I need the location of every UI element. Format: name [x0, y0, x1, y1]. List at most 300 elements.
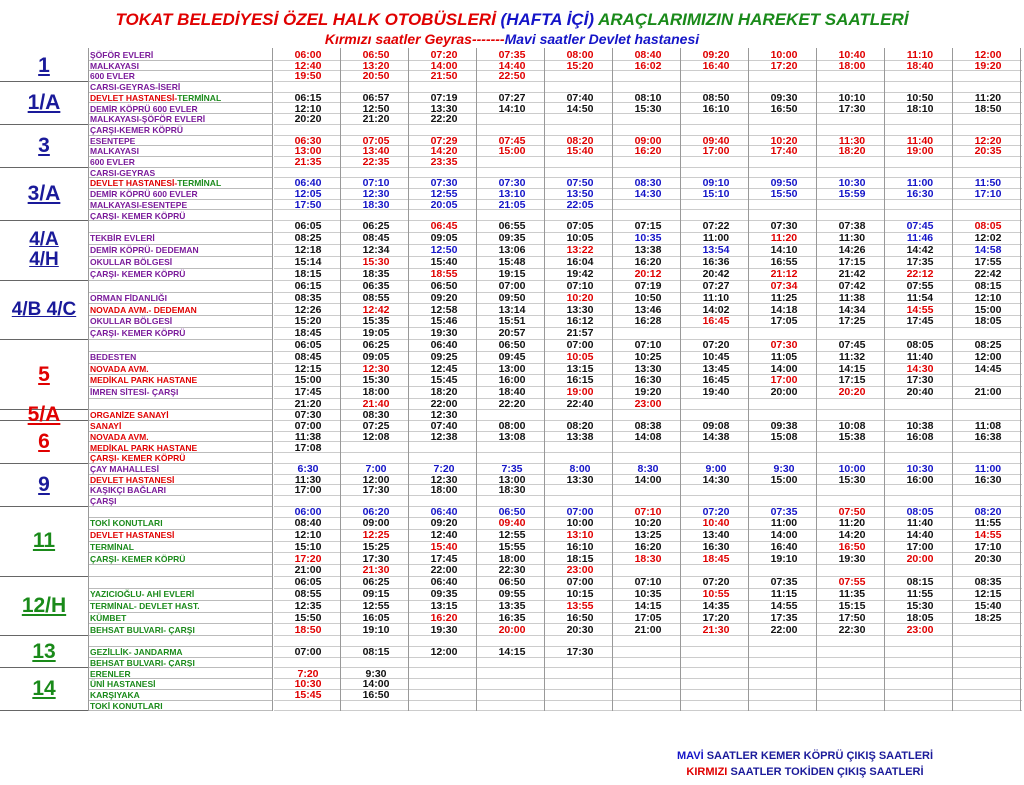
time-cell: 21:00: [614, 625, 682, 637]
time-cell: 11:40: [886, 352, 954, 364]
time-cell: 07:00: [274, 421, 342, 432]
stop-part: TERMİNAL: [177, 178, 222, 189]
time-cell: 16:00: [886, 475, 954, 486]
time-cell: 07:30: [274, 410, 342, 421]
time-cell: 10:05: [546, 233, 614, 245]
time-cell: 08:25: [954, 340, 1022, 352]
time-cell: 09:40: [478, 518, 546, 530]
route-label: 1: [0, 50, 88, 82]
stop-name: MALKAYASI-ESENTEPE: [88, 200, 272, 211]
time-cell: 14:55: [886, 305, 954, 317]
time-cell: 15:30: [886, 601, 954, 613]
time-cell: 14:42: [886, 245, 954, 257]
time-cell: 12:30: [410, 410, 478, 421]
time-cell: 14:00: [750, 364, 818, 376]
grid-line: [952, 48, 953, 711]
time-cell: 06:25: [342, 340, 410, 352]
time-cell: 13:20: [342, 61, 410, 72]
time-cell: 19:10: [342, 625, 410, 637]
time-cell: 09:45: [478, 352, 546, 364]
time-cell: 6:30: [274, 464, 342, 475]
time-cell: 13:38: [614, 245, 682, 257]
time-cell: [954, 690, 1022, 701]
time-cell: 08:20: [954, 507, 1022, 519]
time-cell: 11:54: [886, 293, 954, 305]
time-cell: 15:48: [478, 257, 546, 269]
time-cell: 15:40: [546, 146, 614, 157]
time-cell: 20:42: [682, 269, 750, 281]
time-cell: 09:50: [750, 178, 818, 189]
time-cell: [478, 157, 546, 168]
time-cell: 17:45: [886, 316, 954, 328]
time-cell: 18:50: [274, 625, 342, 637]
time-cell: 09:00: [342, 518, 410, 530]
route-label-part: 4/H: [29, 249, 59, 271]
time-cell: [954, 669, 1022, 680]
time-cell: 11:55: [886, 589, 954, 601]
time-cell: 11:00: [750, 518, 818, 530]
time-cell: 17:45: [410, 554, 478, 566]
time-cell: 18:25: [954, 613, 1022, 625]
time-cell: 18:30: [478, 485, 546, 496]
time-cell: 10:45: [682, 352, 750, 364]
time-cell: 8:30: [614, 464, 682, 475]
time-cell: 18:45: [274, 328, 342, 340]
time-cell: 14:55: [750, 601, 818, 613]
time-cell: [410, 443, 478, 454]
time-cell: 17:50: [274, 200, 342, 211]
time-cell: 12:50: [410, 245, 478, 257]
time-cell: 17:10: [954, 542, 1022, 554]
time-cell: 10:25: [614, 352, 682, 364]
time-cell: [750, 647, 818, 658]
time-cell: [954, 701, 1022, 712]
time-cell: 12:35: [274, 601, 342, 613]
stop-name: KAŞIKÇI BAĞLARI: [88, 485, 272, 496]
time-cell: [954, 125, 1022, 136]
time-cell: 07:30: [750, 221, 818, 233]
time-cell: 17:25: [818, 316, 886, 328]
stop-name: [88, 281, 272, 293]
time-cell: 07:27: [682, 281, 750, 293]
time-cell: 08:15: [954, 281, 1022, 293]
time-cell: 16:30: [954, 475, 1022, 486]
time-cell: [410, 658, 478, 669]
time-cell: [818, 71, 886, 82]
time-cell: 16:30: [614, 375, 682, 387]
time-cell: 10:50: [886, 93, 954, 104]
time-cell: [546, 71, 614, 82]
time-cell: 22:00: [410, 399, 478, 411]
time-cell: [954, 157, 1022, 168]
time-cell: [818, 636, 886, 647]
time-cell: [750, 443, 818, 454]
stop-part: DEVLET HASTANESİ-: [90, 92, 178, 103]
time-cell: 11:20: [954, 93, 1022, 104]
time-cell: 16:50: [750, 104, 818, 115]
time-cell: 12:08: [342, 432, 410, 443]
time-cell: 06:05: [274, 340, 342, 352]
time-cell: 17:30: [546, 647, 614, 658]
time-cell: [546, 485, 614, 496]
time-cell: 07:15: [614, 221, 682, 233]
time-cell: [886, 647, 954, 658]
time-cell: 09:10: [682, 178, 750, 189]
time-cell: [614, 71, 682, 82]
time-cell: 13:15: [410, 601, 478, 613]
route-label: 5: [0, 340, 88, 410]
time-cell: 17:20: [750, 61, 818, 72]
time-cell: 06:00: [274, 50, 342, 61]
stop-name: TERMİNAL: [88, 542, 272, 554]
time-cell: [750, 125, 818, 136]
time-cell: 11:30: [274, 475, 342, 486]
time-cell: [478, 690, 546, 701]
time-cell: 17:30: [342, 554, 410, 566]
time-cell: 17:00: [274, 485, 342, 496]
time-cell: 07:50: [818, 507, 886, 519]
time-cell: [750, 690, 818, 701]
time-cell: 07:30: [410, 178, 478, 189]
time-cell: 07:22: [682, 221, 750, 233]
time-cell: [410, 125, 478, 136]
time-cell: [750, 679, 818, 690]
time-cell: 14:38: [682, 432, 750, 443]
time-cell: 17:05: [614, 613, 682, 625]
stop-name: KARŞIYAKA: [88, 690, 272, 701]
time-cell: [682, 125, 750, 136]
time-cell: 17:20: [274, 554, 342, 566]
time-cell: [410, 669, 478, 680]
time-cell: 06:40: [410, 507, 478, 519]
time-cell: 15:10: [274, 542, 342, 554]
time-cell: 20:30: [954, 554, 1022, 566]
time-cell: 07:20: [682, 340, 750, 352]
time-cell: [546, 443, 614, 454]
time-cell: 14:00: [410, 61, 478, 72]
time-cell: [818, 443, 886, 454]
time-cell: [818, 647, 886, 658]
time-cell: [478, 658, 546, 669]
time-cell: 15:30: [342, 375, 410, 387]
time-cell: 10:00: [546, 518, 614, 530]
time-cell: 07:42: [818, 281, 886, 293]
time-cell: 15:00: [274, 375, 342, 387]
time-cell: [546, 669, 614, 680]
time-cell: 10:30: [886, 464, 954, 475]
stop-name: [88, 636, 272, 647]
time-cell: 12:30: [342, 364, 410, 376]
time-cell: 11:46: [886, 233, 954, 245]
route-label: 6: [0, 421, 88, 464]
stop-name: NOVADA AVM.: [88, 432, 272, 443]
time-cell: [682, 114, 750, 125]
stop-name: KÜMBET: [88, 613, 272, 625]
time-cell: 17:00: [682, 146, 750, 157]
time-cell: 15:59: [818, 189, 886, 200]
stop-name: [88, 93, 272, 104]
stop-name: DEMİR KÖPRÜ 600 EVLER: [88, 189, 272, 200]
legend-blue-text: SAATLER KEMER KÖPRÜ ÇIKIŞ SAATLERİ: [706, 750, 934, 762]
time-cell: 16:30: [886, 189, 954, 200]
time-cell: 08:05: [954, 221, 1022, 233]
time-cell: 15:14: [274, 257, 342, 269]
time-cell: 14:00: [342, 679, 410, 690]
route-label-part: 4/A: [29, 229, 59, 251]
time-cell: 17:00: [886, 542, 954, 554]
grid-line: [748, 48, 749, 711]
time-cell: 12:55: [342, 601, 410, 613]
time-cell: 18:00: [478, 554, 546, 566]
time-cell: 18:40: [478, 387, 546, 399]
time-cell: [954, 658, 1022, 669]
time-cell: 18:45: [682, 554, 750, 566]
time-cell: 13:15: [546, 364, 614, 376]
time-cell: 16:20: [614, 542, 682, 554]
time-cell: [682, 399, 750, 411]
time-cell: [818, 701, 886, 712]
time-cell: 21:57: [546, 328, 614, 340]
time-cell: [886, 669, 954, 680]
time-cell: 11:10: [886, 50, 954, 61]
time-cell: 12:15: [274, 364, 342, 376]
time-cell: 14:20: [818, 530, 886, 542]
time-cell: 08:35: [274, 293, 342, 305]
time-cell: 11:00: [886, 178, 954, 189]
time-cell: 7:00: [342, 464, 410, 475]
time-cell: 21:35: [274, 157, 342, 168]
time-cell: 09:08: [682, 421, 750, 432]
time-cell: 13:35: [478, 601, 546, 613]
time-cell: 15:38: [818, 432, 886, 443]
time-cell: 22:30: [478, 565, 546, 577]
time-cell: [886, 658, 954, 669]
time-cell: [886, 690, 954, 701]
time-cell: [886, 701, 954, 712]
time-cell: 15:15: [818, 601, 886, 613]
time-cell: 12:10: [274, 530, 342, 542]
time-cell: [818, 679, 886, 690]
time-cell: 16:55: [750, 257, 818, 269]
time-cell: 21:12: [750, 269, 818, 281]
time-cell: 22:30: [818, 625, 886, 637]
time-cell: 06:50: [410, 281, 478, 293]
time-cell: 21:05: [478, 200, 546, 211]
time-cell: 14:45: [954, 364, 1022, 376]
time-cell: [614, 485, 682, 496]
time-cell: 07:55: [886, 281, 954, 293]
time-cell: 12:00: [954, 50, 1022, 61]
time-cell: 08:15: [886, 577, 954, 589]
time-cell: 16:02: [614, 61, 682, 72]
time-cell: 16:28: [614, 316, 682, 328]
time-cell: [274, 701, 342, 712]
time-cell: [886, 636, 954, 647]
time-cell: 19:30: [410, 625, 478, 637]
time-cell: [818, 658, 886, 669]
route-label: 5/A: [0, 410, 88, 421]
time-cell: 20:50: [342, 71, 410, 82]
grid-line: [884, 48, 885, 711]
time-cell: [682, 679, 750, 690]
grid-line: [816, 48, 817, 711]
time-cell: [750, 636, 818, 647]
time-cell: 07:05: [546, 221, 614, 233]
time-cell: 08:00: [478, 421, 546, 432]
grid-line: [612, 48, 613, 711]
time-cell: 13:10: [546, 530, 614, 542]
time-cell: [954, 71, 1022, 82]
time-cell: 07:40: [410, 421, 478, 432]
time-cell: 18:40: [886, 61, 954, 72]
time-cell: [954, 647, 1022, 658]
time-cell: [750, 399, 818, 411]
time-cell: 12:02: [954, 233, 1022, 245]
time-cell: 10:35: [614, 233, 682, 245]
time-cell: 13:50: [546, 189, 614, 200]
time-cell: 06:05: [274, 577, 342, 589]
stop-name: OKULLAR BÖLGESİ: [88, 316, 272, 328]
time-cell: [546, 701, 614, 712]
time-cell: 06:25: [342, 577, 410, 589]
time-cell: [614, 679, 682, 690]
time-cell: 07:05: [342, 136, 410, 147]
time-cell: 14:30: [886, 364, 954, 376]
time-cell: 09:50: [478, 293, 546, 305]
time-cell: 21:00: [954, 387, 1022, 399]
time-cell: 09:00: [614, 136, 682, 147]
time-cell: 16:45: [682, 316, 750, 328]
time-cell: 18:05: [886, 613, 954, 625]
time-cell: [410, 701, 478, 712]
time-cell: [682, 485, 750, 496]
time-cell: 11:00: [682, 233, 750, 245]
route-label: 11: [0, 507, 88, 577]
grid-line: [408, 48, 409, 711]
time-cell: 08:40: [274, 518, 342, 530]
stop-name: TEKBİR EVLERİ: [88, 233, 272, 245]
time-cell: [682, 636, 750, 647]
time-cell: 11:55: [954, 518, 1022, 530]
time-cell: 15:00: [478, 146, 546, 157]
time-cell: [954, 114, 1022, 125]
subtitle-red: Kırmızı saatler Geyras: [324, 31, 472, 47]
time-cell: 15:00: [750, 475, 818, 486]
time-cell: [478, 701, 546, 712]
time-cell: 17:15: [818, 257, 886, 269]
time-cell: 08:05: [886, 507, 954, 519]
route-label: 12/H: [0, 577, 88, 637]
time-cell: [886, 679, 954, 690]
time-cell: [546, 658, 614, 669]
stop-name: [88, 507, 272, 519]
time-cell: 13:55: [546, 601, 614, 613]
time-cell: [614, 157, 682, 168]
time-cell: [478, 125, 546, 136]
time-cell: 08:30: [342, 410, 410, 421]
time-cell: 12:30: [410, 475, 478, 486]
stop-name: ESENTEPE: [88, 136, 272, 147]
time-cell: 07:40: [546, 93, 614, 104]
legend: [640, 748, 970, 780]
time-cell: [682, 71, 750, 82]
time-cell: 9:30: [750, 464, 818, 475]
time-cell: 20:00: [886, 554, 954, 566]
time-cell: 23:00: [614, 399, 682, 411]
time-cell: [682, 701, 750, 712]
time-cell: 14:40: [886, 530, 954, 542]
time-cell: 12:20: [954, 136, 1022, 147]
time-cell: 07:27: [478, 93, 546, 104]
time-cell: [410, 690, 478, 701]
time-cell: 18:20: [818, 146, 886, 157]
time-cell: [682, 647, 750, 658]
time-cell: 07:10: [342, 178, 410, 189]
time-cell: 18:10: [886, 104, 954, 115]
stop-name: ÇARŞI- KEMER KÖPRÜ: [88, 328, 272, 340]
legend-blue: [640, 748, 970, 764]
time-cell: 14:26: [818, 245, 886, 257]
time-cell: 10:00: [750, 50, 818, 61]
time-cell: 21:20: [274, 399, 342, 411]
time-cell: 12:00: [342, 475, 410, 486]
time-cell: 16:36: [682, 257, 750, 269]
time-cell: [682, 200, 750, 211]
time-cell: 18:30: [614, 554, 682, 566]
time-cell: 09:20: [410, 518, 478, 530]
time-cell: 16:10: [682, 104, 750, 115]
time-cell: 10:50: [614, 293, 682, 305]
time-cell: 11:20: [750, 233, 818, 245]
time-cell: 09:35: [478, 233, 546, 245]
subtitle-sep: -------: [471, 31, 505, 47]
time-cell: 17:35: [886, 257, 954, 269]
legend-red: [640, 764, 970, 780]
time-cell: 08:10: [614, 93, 682, 104]
stop-name: [88, 565, 272, 577]
time-cell: 10:55: [682, 589, 750, 601]
time-cell: 10:35: [614, 589, 682, 601]
time-cell: 12:40: [274, 61, 342, 72]
time-cell: 07:45: [886, 221, 954, 233]
time-cell: [682, 157, 750, 168]
stop-name: ÜNİ HASTANESİ: [88, 679, 272, 690]
time-cell: 14:15: [614, 601, 682, 613]
time-cell: [342, 125, 410, 136]
time-cell: 13:40: [682, 530, 750, 542]
time-cell: 12:55: [410, 189, 478, 200]
time-cell: 07:35: [478, 50, 546, 61]
time-cell: 17:30: [342, 485, 410, 496]
time-cell: 07:38: [818, 221, 886, 233]
time-cell: 16:50: [342, 690, 410, 701]
time-cell: [478, 669, 546, 680]
time-cell: 08:55: [274, 589, 342, 601]
time-cell: 08:15: [342, 647, 410, 658]
time-cell: 22:20: [478, 399, 546, 411]
time-cell: 13:46: [614, 305, 682, 317]
time-cell: 08:35: [954, 577, 1022, 589]
time-cell: 13:30: [410, 104, 478, 115]
time-cell: 13:45: [682, 364, 750, 376]
time-cell: 17:35: [750, 613, 818, 625]
time-cell: [478, 679, 546, 690]
grid-line: [1020, 48, 1021, 711]
time-cell: 06:40: [410, 340, 478, 352]
time-cell: [614, 669, 682, 680]
time-cell: 11:32: [818, 352, 886, 364]
time-cell: 07:19: [614, 281, 682, 293]
